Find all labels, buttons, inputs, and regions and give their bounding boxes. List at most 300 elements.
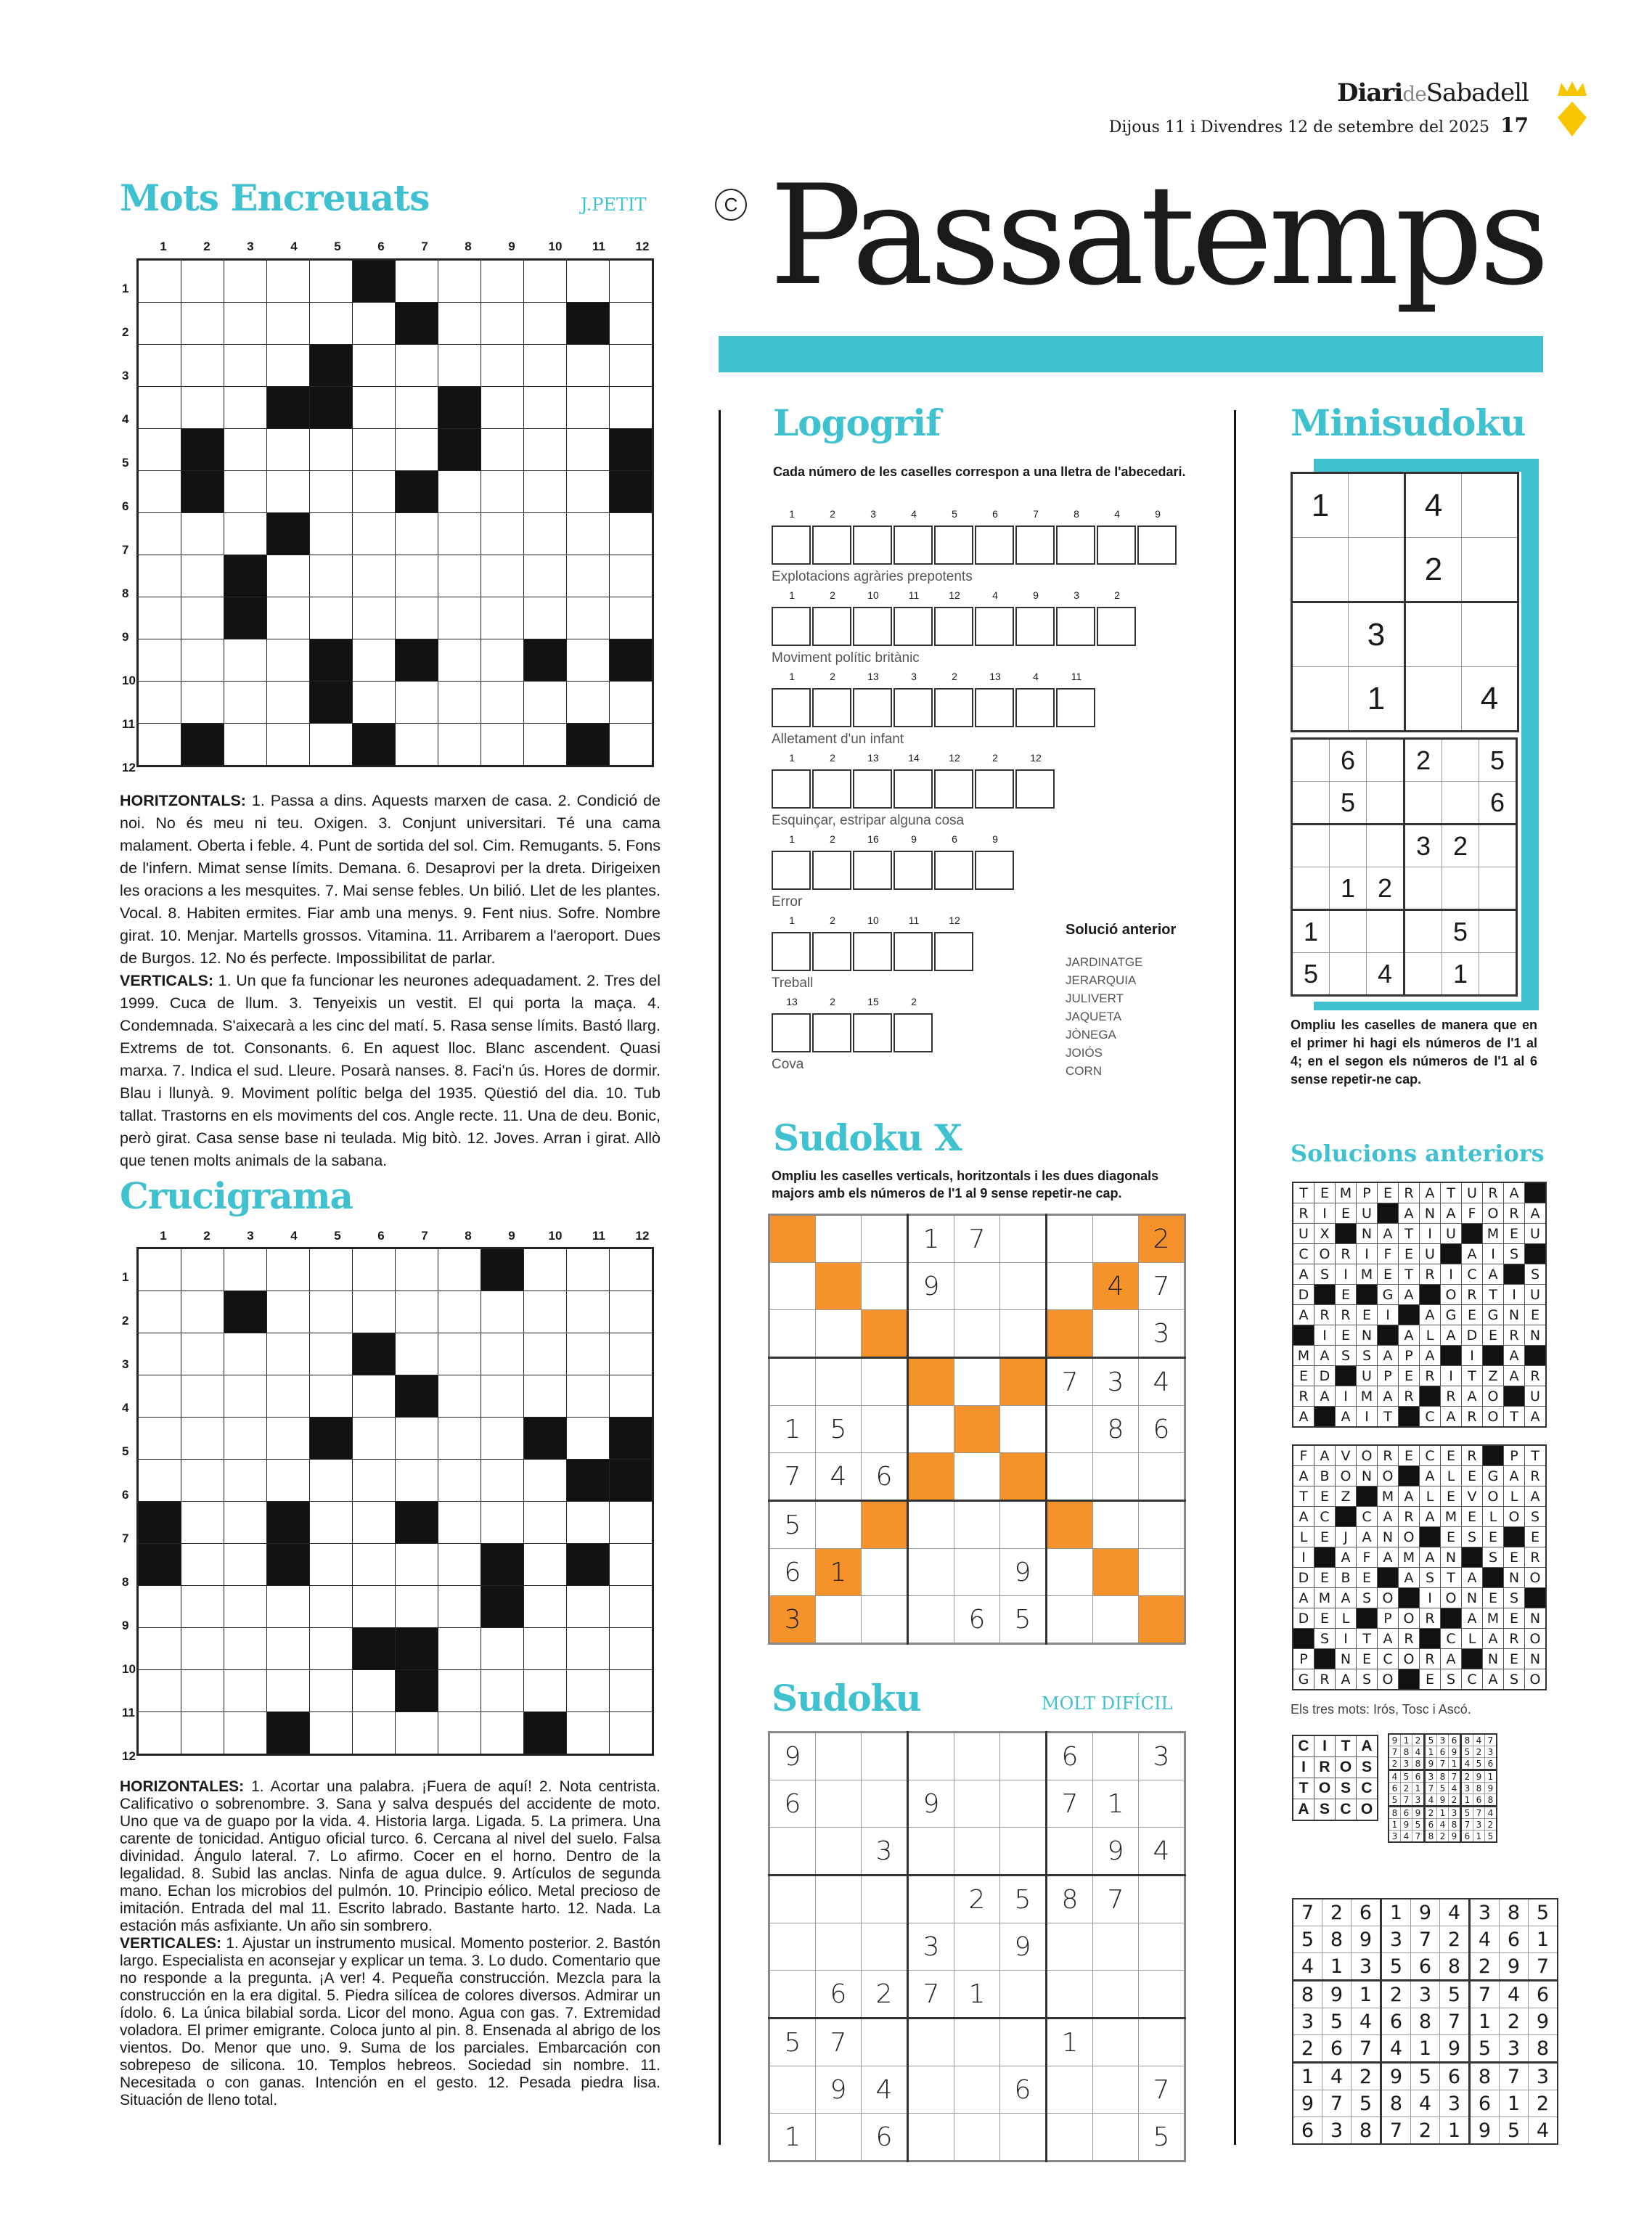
crossword-cell[interactable] [567,1418,610,1460]
crossword-cell[interactable] [567,1586,610,1628]
crossword-cell[interactable] [353,387,396,429]
logogrif-box[interactable] [853,525,892,565]
crossword-cell[interactable] [224,1586,267,1628]
crossword-cell[interactable] [181,1544,224,1586]
crossword-cell[interactable] [567,471,610,513]
crossword-cell[interactable] [267,303,310,345]
crossword-cell[interactable] [438,597,481,639]
crossword-cell[interactable] [181,1628,224,1670]
crossword-cell[interactable] [181,1418,224,1460]
crossword-cell[interactable] [310,1586,353,1628]
sudoku-cell[interactable] [908,2114,954,2161]
crossword-cell[interactable] [481,429,524,471]
sudoku-cell[interactable] [1000,1780,1047,1828]
crossword-cell[interactable] [481,555,524,597]
sudoku-cell[interactable] [1093,2114,1139,2161]
logogrif-box[interactable] [894,769,933,809]
sudoku-cell[interactable] [1349,473,1405,538]
sudoku-cell[interactable] [1000,1971,1047,2019]
sudoku-cell[interactable] [1139,1876,1185,1923]
logogrif-box[interactable] [894,932,933,971]
sudoku-cell[interactable] [908,2019,954,2066]
logogrif-box[interactable] [812,932,851,971]
crossword-cell[interactable] [310,724,353,766]
logogrif-box[interactable] [853,688,892,727]
crossword-cell[interactable] [267,1418,310,1460]
sudoku-cell[interactable] [862,1549,908,1596]
sudoku-cell[interactable] [1047,2066,1093,2114]
crossword-cell[interactable] [181,555,224,597]
sudoku-cell[interactable] [816,1876,862,1923]
sudoku-cell[interactable] [1292,538,1349,602]
sudoku-cell[interactable] [1292,825,1330,867]
crossword-cell[interactable] [267,1586,310,1628]
crossword-cell[interactable] [438,260,481,303]
crossword-cell[interactable] [524,724,567,766]
logogrif-box[interactable] [1056,688,1095,727]
sudoku-cell[interactable] [1139,2019,1185,2066]
sudoku-cell[interactable] [1000,1453,1047,1501]
crossword-cell[interactable] [138,639,181,682]
logogrif-box[interactable] [812,851,851,890]
crossword-cell[interactable] [353,429,396,471]
crossword-cell[interactable] [353,1502,396,1544]
sudoku-cell[interactable] [769,1263,816,1310]
sudoku-cell[interactable] [1292,667,1349,732]
crossword-cell[interactable] [181,1375,224,1418]
crossword-cell[interactable] [267,1628,310,1670]
crossword-cell[interactable] [396,1586,438,1628]
sudoku-cell[interactable] [1349,538,1405,602]
crossword-cell[interactable] [138,513,181,555]
sudoku-cell[interactable] [1367,739,1404,782]
crossword-cell[interactable] [224,1333,267,1375]
crossword-cell[interactable] [438,1248,481,1291]
crossword-cell[interactable] [438,1670,481,1712]
crossword-cell[interactable] [610,1712,653,1755]
crossword-cell[interactable] [310,597,353,639]
crossword-cell[interactable] [138,345,181,387]
crossword-cell[interactable] [610,1291,653,1333]
sudoku-cell[interactable] [1093,1215,1139,1263]
crossword-cell[interactable] [181,1333,224,1375]
sudoku-cell[interactable] [1047,1549,1093,1596]
sudoku-cell[interactable] [769,1876,816,1923]
crossword-cell[interactable] [138,1248,181,1291]
logogrif-box[interactable] [975,607,1014,646]
sudoku-cell[interactable] [816,2114,862,2161]
crossword-cell[interactable] [396,387,438,429]
sudoku-cell[interactable] [1292,867,1330,910]
crossword-cell[interactable] [224,639,267,682]
crossword-cell[interactable] [138,1712,181,1755]
crossword-cell[interactable] [438,471,481,513]
sudoku-cell[interactable] [862,1310,908,1358]
crossword-cell[interactable] [396,1248,438,1291]
sudoku-cell[interactable] [1404,867,1442,910]
sudoku-cell[interactable] [862,1733,908,1780]
sudoku-cell[interactable] [954,2066,1000,2114]
crossword-cell[interactable] [224,1670,267,1712]
crossword-cell[interactable] [524,1586,567,1628]
sudoku-cell[interactable] [862,1215,908,1263]
crossword-cell[interactable] [224,724,267,766]
sudoku-cell[interactable] [1047,1406,1093,1453]
logogrif-box[interactable] [934,607,973,646]
crossword-cell[interactable] [224,260,267,303]
crossword-cell[interactable] [267,682,310,724]
crossword-cell[interactable] [224,429,267,471]
sudoku-cell[interactable] [769,1310,816,1358]
crossword-cell[interactable] [567,597,610,639]
logogrif-boxes[interactable] [772,769,1178,809]
crossword-cell[interactable] [481,639,524,682]
crossword-cell[interactable] [438,1544,481,1586]
logogrif-box[interactable] [772,932,811,971]
crossword-cell[interactable] [567,1670,610,1712]
logogrif-box[interactable] [772,688,811,727]
crossword-cell[interactable] [396,429,438,471]
crossword-cell[interactable] [138,1418,181,1460]
sudoku-cell[interactable] [1367,825,1404,867]
crossword-cell[interactable] [524,513,567,555]
crossword-cell[interactable] [567,387,610,429]
crossword-cell[interactable] [438,1628,481,1670]
sudoku-cell[interactable] [862,1923,908,1971]
crossword-cell[interactable] [310,429,353,471]
sudoku-cell[interactable] [908,1406,954,1453]
sudoku-cell[interactable] [769,2066,816,2114]
crossword-cell[interactable] [610,555,653,597]
crossword-cell[interactable] [610,1586,653,1628]
sudoku-cell[interactable] [1000,1215,1047,1263]
crossword-cell[interactable] [224,1712,267,1755]
sudoku-cell[interactable] [862,1501,908,1549]
crossword-cell[interactable] [438,1418,481,1460]
crossword-cell[interactable] [353,1586,396,1628]
sudoku-cell[interactable] [954,1501,1000,1549]
crossword-cell[interactable] [138,1670,181,1712]
sudoku-cell[interactable] [1479,910,1517,953]
crossword-cell[interactable] [524,1628,567,1670]
logogrif-box[interactable] [812,607,851,646]
crossword-cell[interactable] [181,260,224,303]
sudoku-cell[interactable] [1000,1310,1047,1358]
sudoku-cell[interactable] [954,1923,1000,1971]
crossword-cell[interactable] [481,303,524,345]
sudoku-cell[interactable] [1093,1501,1139,1549]
sudoku-cell[interactable] [1047,1596,1093,1644]
crossword-cell[interactable] [524,345,567,387]
sudoku-cell[interactable] [1047,1971,1093,2019]
crossword-cell[interactable] [267,1333,310,1375]
crossword-cell[interactable] [138,387,181,429]
crossword-cell[interactable] [353,639,396,682]
sudoku-cell[interactable] [1093,1971,1139,2019]
logogrif-box[interactable] [894,607,933,646]
crossword-cell[interactable] [610,303,653,345]
sudoku-cell[interactable] [816,1310,862,1358]
crossword-cell[interactable] [524,555,567,597]
crossword-cell[interactable] [267,471,310,513]
sudoku-cell[interactable] [954,1453,1000,1501]
logogrif-box[interactable] [853,607,892,646]
crossword-cell[interactable] [181,1460,224,1502]
crossword-cell[interactable] [310,1544,353,1586]
crossword-cell[interactable] [481,1333,524,1375]
crossword-cell[interactable] [353,1670,396,1712]
crossword-cell[interactable] [524,471,567,513]
sudoku-cell[interactable] [816,1358,862,1406]
logogrif-box[interactable] [853,851,892,890]
crossword-cell[interactable] [138,597,181,639]
crossword-cell[interactable] [181,345,224,387]
sudoku-cell[interactable] [816,1501,862,1549]
crossword-cell[interactable] [396,345,438,387]
crossword-cell[interactable] [138,555,181,597]
sudoku-cell[interactable] [954,1828,1000,1876]
sudoku-cell[interactable] [1093,2066,1139,2114]
crossword-cell[interactable] [438,1712,481,1755]
sudoku-cell[interactable] [1093,1453,1139,1501]
sudoku-cell[interactable] [954,1406,1000,1453]
logogrif-box[interactable] [812,769,851,809]
sudoku-cell[interactable] [954,1358,1000,1406]
logogrif-box[interactable] [772,607,811,646]
crossword-cell[interactable] [181,513,224,555]
logogrif-box[interactable] [772,769,811,809]
sudoku-cell[interactable] [1047,1310,1093,1358]
crossword-cell[interactable] [610,513,653,555]
crossword-cell[interactable] [310,513,353,555]
sudoku-cell[interactable] [1442,739,1479,782]
crossword-cell[interactable] [310,1502,353,1544]
logogrif-box[interactable] [975,769,1014,809]
crossword-cell[interactable] [224,471,267,513]
sudoku-cell[interactable] [908,2066,954,2114]
crossword-cell[interactable] [310,555,353,597]
crossword-cell[interactable] [610,1375,653,1418]
logogrif-boxes[interactable] [772,688,1178,727]
crossword-cell[interactable] [353,471,396,513]
logogrif-boxes[interactable] [772,525,1178,565]
crossword-cell[interactable] [224,303,267,345]
crossword-cell[interactable] [310,1248,353,1291]
crossword-cell[interactable] [353,513,396,555]
crossword-cell[interactable] [438,682,481,724]
crossword-cell[interactable] [481,260,524,303]
sudoku-cell[interactable] [1442,782,1479,825]
sudoku-cell[interactable] [908,1453,954,1501]
sudoku-cell[interactable] [1139,1780,1185,1828]
crossword-cell[interactable] [353,1460,396,1502]
sudoku-cell[interactable] [908,1876,954,1923]
logogrif-box[interactable] [812,1013,851,1052]
crossword-cell[interactable] [396,724,438,766]
crossword-cell[interactable] [438,1502,481,1544]
crossword-cell[interactable] [524,387,567,429]
crossword-cell[interactable] [567,555,610,597]
crossword-cell[interactable] [610,1628,653,1670]
crossword-cell[interactable] [396,555,438,597]
crossword-cell[interactable] [567,513,610,555]
crossword-cell[interactable] [481,513,524,555]
crossword-cell[interactable] [181,1586,224,1628]
minisudoku-6x6[interactable] [1291,737,1518,997]
sudoku-cell[interactable] [1330,910,1367,953]
crossword-cell[interactable] [181,1291,224,1333]
crossword-cell[interactable] [438,724,481,766]
crossword-cell[interactable] [267,1291,310,1333]
crossword-cell[interactable] [481,471,524,513]
sudoku-cell[interactable] [816,1780,862,1828]
logogrif-box[interactable] [1137,525,1177,565]
sudokux-grid[interactable] [768,1214,1186,1645]
logogrif-box[interactable] [772,525,811,565]
sudoku-cell[interactable] [1479,825,1517,867]
logogrif-box[interactable] [975,851,1014,890]
logogrif-box[interactable] [894,688,933,727]
sudoku-cell[interactable] [1000,1406,1047,1453]
crossword-cell[interactable] [353,1418,396,1460]
logogrif-box[interactable] [853,769,892,809]
crossword-cell[interactable] [396,597,438,639]
crossword-cell[interactable] [224,1418,267,1460]
cruci-grid[interactable] [136,1247,654,1756]
crossword-cell[interactable] [181,387,224,429]
sudoku-cell[interactable] [862,1876,908,1923]
crossword-cell[interactable] [567,1291,610,1333]
sudoku-cell[interactable] [1139,1501,1185,1549]
crossword-cell[interactable] [610,1502,653,1544]
crossword-cell[interactable] [310,1375,353,1418]
sudoku-cell[interactable] [1139,1549,1185,1596]
sudoku-cell[interactable] [1093,1310,1139,1358]
sudoku-cell[interactable] [1047,1453,1093,1501]
sudoku-cell[interactable] [816,1263,862,1310]
crossword-cell[interactable] [524,1248,567,1291]
sudoku-cell[interactable] [1093,1733,1139,1780]
crossword-cell[interactable] [138,1460,181,1502]
sudoku-cell[interactable] [908,1596,954,1644]
logogrif-box[interactable] [934,851,973,890]
sudoku-cell[interactable] [816,1733,862,1780]
logogrif-box[interactable] [812,688,851,727]
logogrif-box[interactable] [975,688,1014,727]
logogrif-box[interactable] [1015,688,1055,727]
sudoku-cell[interactable] [769,1971,816,2019]
crossword-cell[interactable] [138,471,181,513]
sudoku-cell[interactable] [862,1263,908,1310]
sudoku-cell[interactable] [908,1733,954,1780]
sudoku-cell[interactable] [1330,953,1367,996]
crossword-cell[interactable] [138,260,181,303]
crossword-cell[interactable] [524,1502,567,1544]
crossword-cell[interactable] [396,1418,438,1460]
logogrif-box[interactable] [1015,769,1055,809]
crossword-cell[interactable] [353,1375,396,1418]
crossword-cell[interactable] [481,1502,524,1544]
logogrif-box[interactable] [894,1013,933,1052]
crossword-cell[interactable] [610,345,653,387]
crossword-cell[interactable] [267,1248,310,1291]
crossword-cell[interactable] [481,724,524,766]
sudoku-cell[interactable] [1462,538,1518,602]
crossword-cell[interactable] [224,345,267,387]
sudoku-cell[interactable] [1139,1596,1185,1644]
sudoku-cell[interactable] [769,1215,816,1263]
logogrif-box[interactable] [934,932,973,971]
sudoku-cell[interactable] [1000,1358,1047,1406]
sudoku-cell[interactable] [1093,1596,1139,1644]
crossword-cell[interactable] [524,260,567,303]
crossword-cell[interactable] [567,345,610,387]
crossword-cell[interactable] [353,682,396,724]
logogrif-box[interactable] [812,525,851,565]
crossword-cell[interactable] [481,387,524,429]
crossword-cell[interactable] [396,1333,438,1375]
crossword-cell[interactable] [224,1248,267,1291]
crossword-cell[interactable] [524,1544,567,1586]
crossword-cell[interactable] [438,513,481,555]
crossword-cell[interactable] [353,345,396,387]
crossword-cell[interactable] [524,1333,567,1375]
crossword-cell[interactable] [267,1460,310,1502]
logogrif-boxes[interactable] [772,851,1178,890]
sudoku-cell[interactable] [1404,910,1442,953]
crossword-cell[interactable] [353,1291,396,1333]
sudoku-cell[interactable] [1292,739,1330,782]
sudoku-cell[interactable] [1047,1263,1093,1310]
crossword-cell[interactable] [481,1418,524,1460]
logogrif-box[interactable] [772,1013,811,1052]
crossword-cell[interactable] [610,724,653,766]
sudoku-cell[interactable] [769,1923,816,1971]
crossword-cell[interactable] [267,1375,310,1418]
sudoku-cell[interactable] [1000,1501,1047,1549]
sudoku-cell[interactable] [908,1310,954,1358]
crossword-cell[interactable] [438,1375,481,1418]
crossword-cell[interactable] [396,1291,438,1333]
crossword-cell[interactable] [610,682,653,724]
crossword-cell[interactable] [524,1670,567,1712]
crossword-cell[interactable] [267,724,310,766]
crossword-cell[interactable] [438,345,481,387]
sudoku-cell[interactable] [862,1406,908,1453]
logogrif-box[interactable] [1097,525,1136,565]
sudoku-cell[interactable] [1292,782,1330,825]
crossword-cell[interactable] [396,513,438,555]
crossword-cell[interactable] [138,303,181,345]
logogrif-box[interactable] [1015,525,1055,565]
crossword-cell[interactable] [267,429,310,471]
crossword-cell[interactable] [438,639,481,682]
crossword-cell[interactable] [396,260,438,303]
sudoku-grid[interactable] [768,1731,1186,2162]
crossword-cell[interactable] [181,303,224,345]
crossword-cell[interactable] [181,1502,224,1544]
sudoku-cell[interactable] [1047,1828,1093,1876]
sudoku-cell[interactable] [1139,1971,1185,2019]
sudoku-cell[interactable] [1139,1453,1185,1501]
crossword-cell[interactable] [224,1460,267,1502]
sudoku-cell[interactable] [1404,782,1442,825]
crossword-cell[interactable] [438,1333,481,1375]
logogrif-box[interactable] [934,688,973,727]
crossword-cell[interactable] [396,1712,438,1755]
crossword-cell[interactable] [567,1333,610,1375]
crossword-cell[interactable] [267,597,310,639]
